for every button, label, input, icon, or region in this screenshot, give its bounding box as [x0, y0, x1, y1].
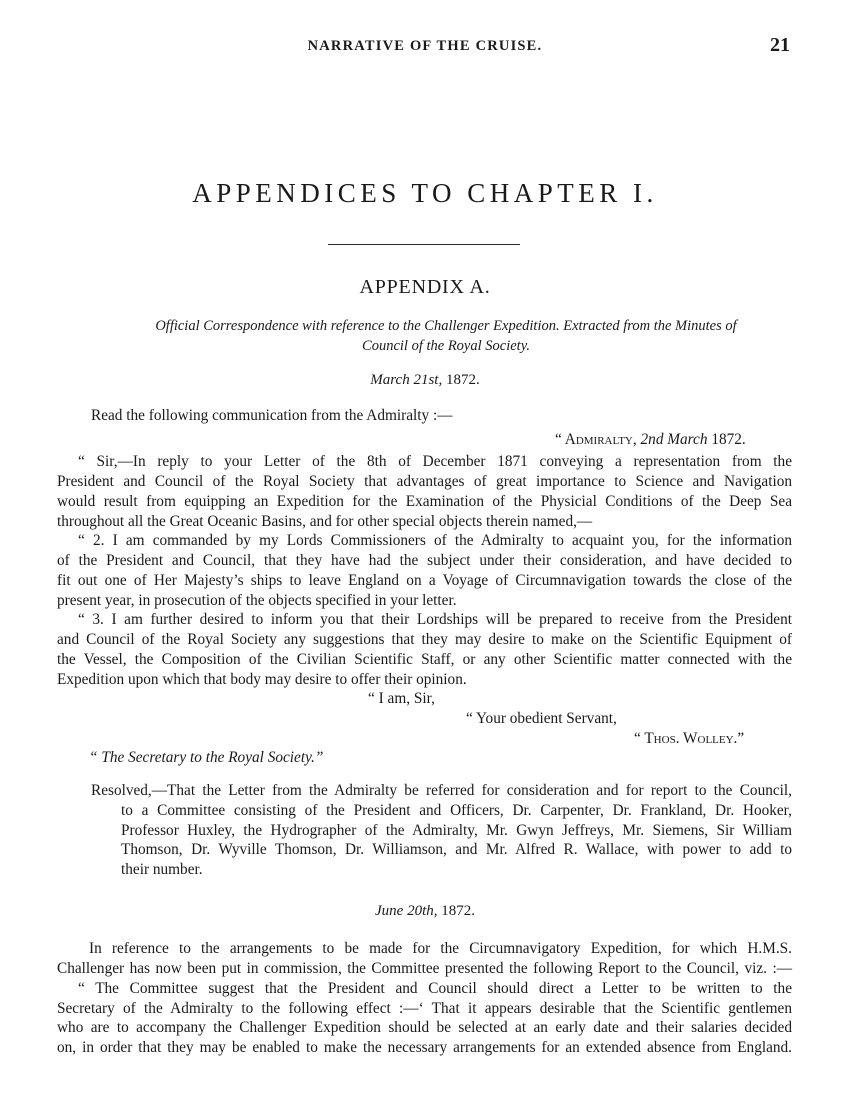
letter-closing: “ Your obedient Servant,	[466, 710, 617, 727]
date-year: 1872.	[445, 372, 480, 388]
date-march	[0, 372, 850, 389]
chapter-title: APPENDICES TO CHAPTER I.	[192, 178, 658, 208]
dateline-place: “ Admiralty,	[555, 431, 637, 448]
report-line: who are to accompany the Challenger Expedition should be selected at an early date and their salaries decided	[57, 1019, 792, 1036]
subtitle-line: Official Correspondence with reference to the Challenger Expedition. Extracted from the Minutes of	[155, 318, 737, 334]
page-number: 21	[770, 34, 790, 56]
letter-para1-line: President and Council of the Royal Society that advantages of great importance to Science and Navigation	[57, 473, 792, 490]
intro-line: Read the following communication from the Admiralty :—	[91, 407, 453, 424]
letter-para3-line: the Vessel, the Composition of the Civilian Scientific Staff, or any other Scientific matter connected with the	[57, 651, 792, 668]
letter-closing: “ I am, Sir,	[368, 690, 435, 707]
report-line: Challenger has now been put in commission, the Committee presented the following Report to the Council, viz. :—	[57, 960, 792, 977]
letter-para2-line: present year, in prosecution of the objects specified in your letter.	[57, 592, 457, 609]
date-year: 1872.	[441, 903, 475, 919]
resolution-line: Resolved,—That the Letter from the Admiralty be referred for consideration and for report to the Council,	[91, 782, 792, 799]
letter-para1-line: “ Sir,—In reply to your Letter of the 8th of December 1871 conveying a representation from the	[78, 453, 792, 470]
letter-addressee: “ The Secretary to the Royal Society.”	[89, 749, 324, 766]
title-rule	[328, 244, 520, 245]
resolution-line: Professor Huxley, the Hydrographer of the Admiralty, Mr. Gwyn Jeffreys, Mr. Siemens, Sir William	[121, 822, 792, 839]
date-month-day: March 21st,	[370, 372, 443, 388]
letter-para1-line: throughout all the Great Oceanic Basins, and for other special objects therein named,—	[57, 513, 593, 530]
resolution-line: to a Committee consisting of the President and Officers, Dr. Carpenter, Dr. Frankland, Dr. Hooker,	[121, 802, 792, 819]
letter-para2-line: of the President and Council, that they have had the subject under their consideration, and have decided to	[57, 552, 792, 569]
letter-dateline	[555, 430, 746, 450]
date-month-day: June 20th,	[375, 903, 438, 919]
resolution-line: Thomson, Dr. Wyville Thomson, Dr. Williamson, and Mr. Alfred R. Wallace, with power to add to	[121, 841, 792, 858]
subtitle-line: Council of the Royal Society.	[362, 338, 530, 354]
report-line: Secretary of the Admiralty to the following effect :—‘ That it appears desirable that the Scientific gentlemen	[57, 1000, 792, 1017]
report-line: “ The Committee suggest that the President and Council should direct a Letter to be written to the	[78, 980, 792, 997]
report-line: In reference to the arrangements to be made for the Circumnavigatory Expedition, for which H.M.S.	[89, 940, 792, 957]
date-june	[0, 903, 850, 920]
resolution-line: their number.	[121, 861, 203, 878]
dateline-date: 2nd March	[640, 431, 708, 448]
running-header: NARRATIVE OF THE CRUISE.	[307, 38, 543, 54]
appendix-heading: APPENDIX A.	[359, 276, 491, 298]
letter-para1-line: would result from equipping an Expedition for the Examination of the Physicial Conditions of the Deep Sea	[57, 493, 792, 510]
letter-para3-line: “ 3. I am further desired to inform you that their Lordships will be prepared to receive from the President	[78, 611, 792, 628]
letter-para2-line: fit out one of Her Majesty’s ships to leave England on a Voyage of Circumnavigation towards the close of the	[57, 572, 792, 589]
appendix-subtitle	[96, 316, 796, 356]
letter-signature: “ Thos. Wolley.”	[634, 730, 745, 747]
letter-para2-line: “ 2. I am commanded by my Lords Commissioners of the Admiralty to acquaint you, for the information	[78, 532, 792, 549]
report-line: on, in order that they may be enabled to make the necessary arrangements for an extended absence from England.	[57, 1039, 792, 1056]
dateline-year: 1872.	[711, 431, 746, 448]
letter-para3-line: Expedition upon which that body may desire to offer their opinion.	[57, 671, 467, 688]
letter-para3-line: and Council of the Royal Society any suggestions that they may desire to make on the Scientific Equipment of	[57, 631, 792, 648]
